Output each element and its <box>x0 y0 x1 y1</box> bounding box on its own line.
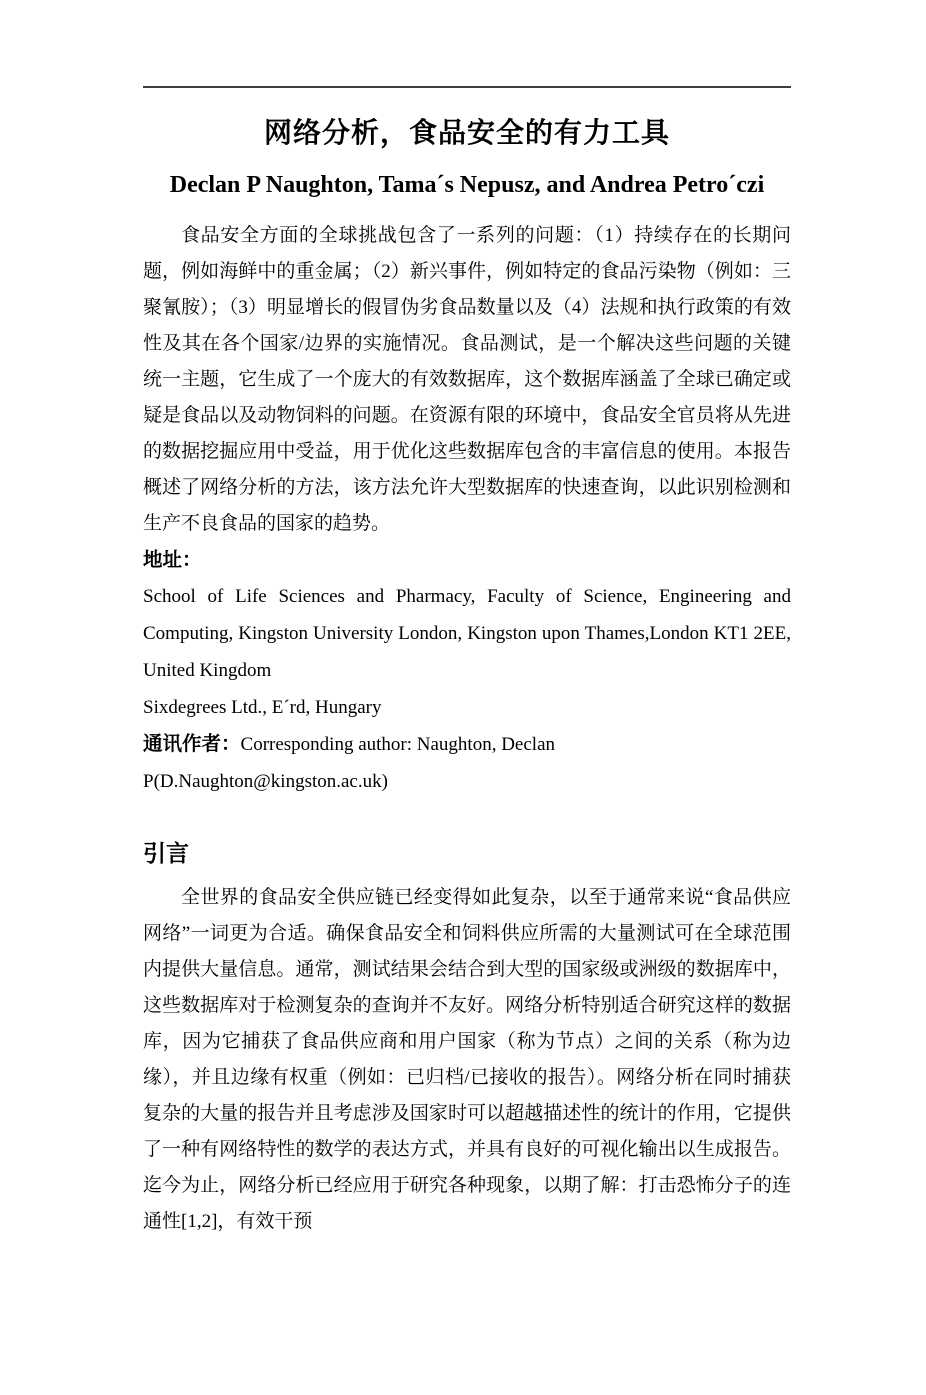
corresponding-author-line <box>143 726 791 800</box>
document-page <box>0 86 926 1395</box>
header-divider <box>143 86 791 88</box>
document-title: 网络分析，食品安全的有力工具 <box>263 117 670 148</box>
authors-line: Declan P Naughton, Tama´s Nepusz, and Andrea Petro´czi <box>169 172 765 198</box>
address-label: 地址： <box>143 549 202 571</box>
corresponding-author-text: Corresponding author: Naughton, Declan P(D.Naughton@kingston.ac.uk) <box>143 734 555 792</box>
address-institution: School of Life Sciences and Pharmacy, Faculty of Science, Engineering and Computing, Kingston University London, Kingston upon Thames,London KT1 2EE, United Kingdom <box>143 586 791 681</box>
introduction-heading: 引言 <box>143 840 189 866</box>
corresponding-author-label: 通讯作者： <box>143 733 241 755</box>
address-affiliation-secondary: Sixdegrees Ltd., E´rd, Hungary <box>143 697 382 718</box>
introduction-paragraph: 全世界的食品安全供应链已经变得如此复杂，以至于通常来说“食品供应网络”一词更为合适。确保食品安全和饲料供应所需的大量测试可在全球范围内提供大量信息。通常，测试结果会结合到大型的国家级或洲级的数据库中，这些数据库对于检测复杂的查询并不友好。网络分析特别适合研究这样的数据库，因为它捕获了食品供应商和用户国家（称为节点）之间的关系（称为边缘），并且边缘有权重（例如：已归档/已接收的报告）。网络分析在同时捕获复杂的大量的报告并且考虑涉及国家时可以超越描述性的统计的作用，它提供了一种有网络特性的数学的表达方式，并具有良好的可视化输出以生成报告。迄今为止，网络分析已经应用于研究各种现象，以期了解：打击恐怖分子的连通性[1,2]，有效干预 <box>143 887 791 1232</box>
abstract-paragraph: 食品安全方面的全球挑战包含了一系列的问题：（1）持续存在的长期问题，例如海鲜中的重金属；（2）新兴事件，例如特定的食品污染物（例如：三聚氰胺）；（3）明显增长的假冒伪劣食品数量以及（4）法规和执行政策的有效性及其在各个国家/边界的实施情况。食品测试，是一个解决这些问题的关键统一主题，它生成了一个庞大的有效数据库，这个数据库涵盖了全球已确定或疑是食品以及动物饲料的问题。在资源有限的环境中，食品安全官员将从先进的数据挖掘应用中受益，用于优化这些数据库包含的丰富信息的使用。本报告概述了网络分析的方法，该方法允许大型数据库的快速查询，以此识别检测和生产不良食品的国家的趋势。 <box>143 225 791 534</box>
